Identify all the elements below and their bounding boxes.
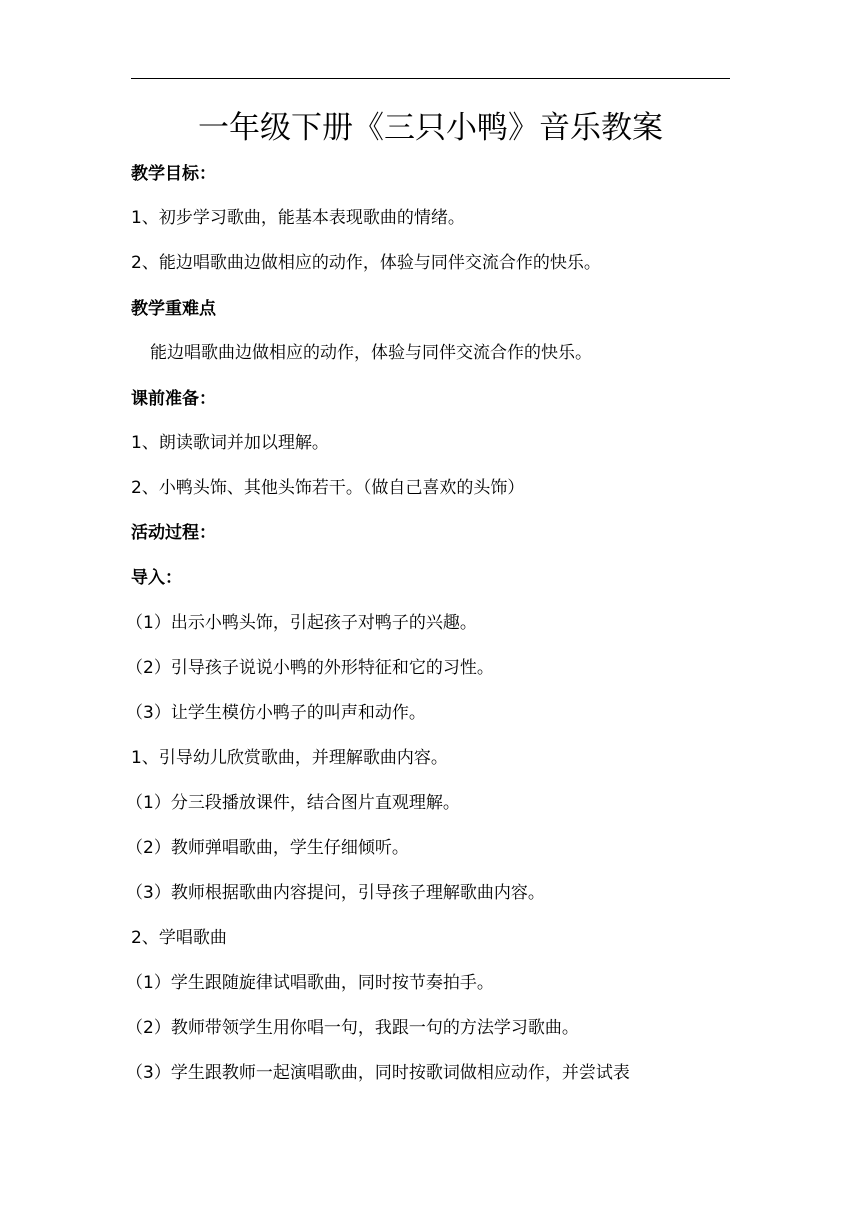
step-1-item-3: （3）教师根据歌曲内容提问，引导孩子理解歌曲内容。 [126,883,545,903]
header-rule [131,78,730,79]
step-1-item-1: （1）分三段播放课件，结合图片直观理解。 [126,793,460,813]
preparation-item-2: 2、小鸭头饰、其他头饰若干。（做自己喜欢的头饰） [131,478,525,498]
preparation-item-1: 1、朗读歌词并加以理解。 [131,433,329,453]
intro-heading: 导入： [131,568,182,588]
goal-item-1: 1、初步学习歌曲，能基本表现歌曲的情绪。 [131,208,465,228]
key-points-text: 能边唱歌曲边做相应的动作，体验与同伴交流合作的快乐。 [150,343,592,363]
step-2-item-3: （3）学生跟教师一起演唱歌曲，同时按歌词做相应动作，并尝试表 [126,1063,630,1083]
document-title: 一年级下册《三只小鸭》音乐教案 [198,110,663,146]
step-2-heading: 2、学唱歌曲 [131,928,227,948]
intro-item-2: （2）引导孩子说说小鸭的外形特征和它的习性。 [126,658,494,678]
intro-item-1: （1）出示小鸭头饰，引起孩子对鸭子的兴趣。 [126,613,477,633]
process-heading: 活动过程： [131,523,216,543]
step-2-item-2: （2）教师带领学生用你唱一句，我跟一句的方法学习歌曲。 [126,1018,579,1038]
goal-item-2: 2、能边唱歌曲边做相应的动作，体验与同伴交流合作的快乐。 [131,253,601,273]
goals-heading: 教学目标： [131,164,216,184]
step-1-heading: 1、引导幼儿欣赏歌曲，并理解歌曲内容。 [131,748,448,768]
step-2-item-1: （1）学生跟随旋律试唱歌曲，同时按节奏拍手。 [126,973,494,993]
intro-item-3: （3）让学生模仿小鸭子的叫声和动作。 [126,703,426,723]
step-1-item-2: （2）教师弹唱歌曲，学生仔细倾听。 [126,838,409,858]
key-points-heading: 教学重难点 [131,299,216,319]
preparation-heading: 课前准备： [131,389,216,409]
